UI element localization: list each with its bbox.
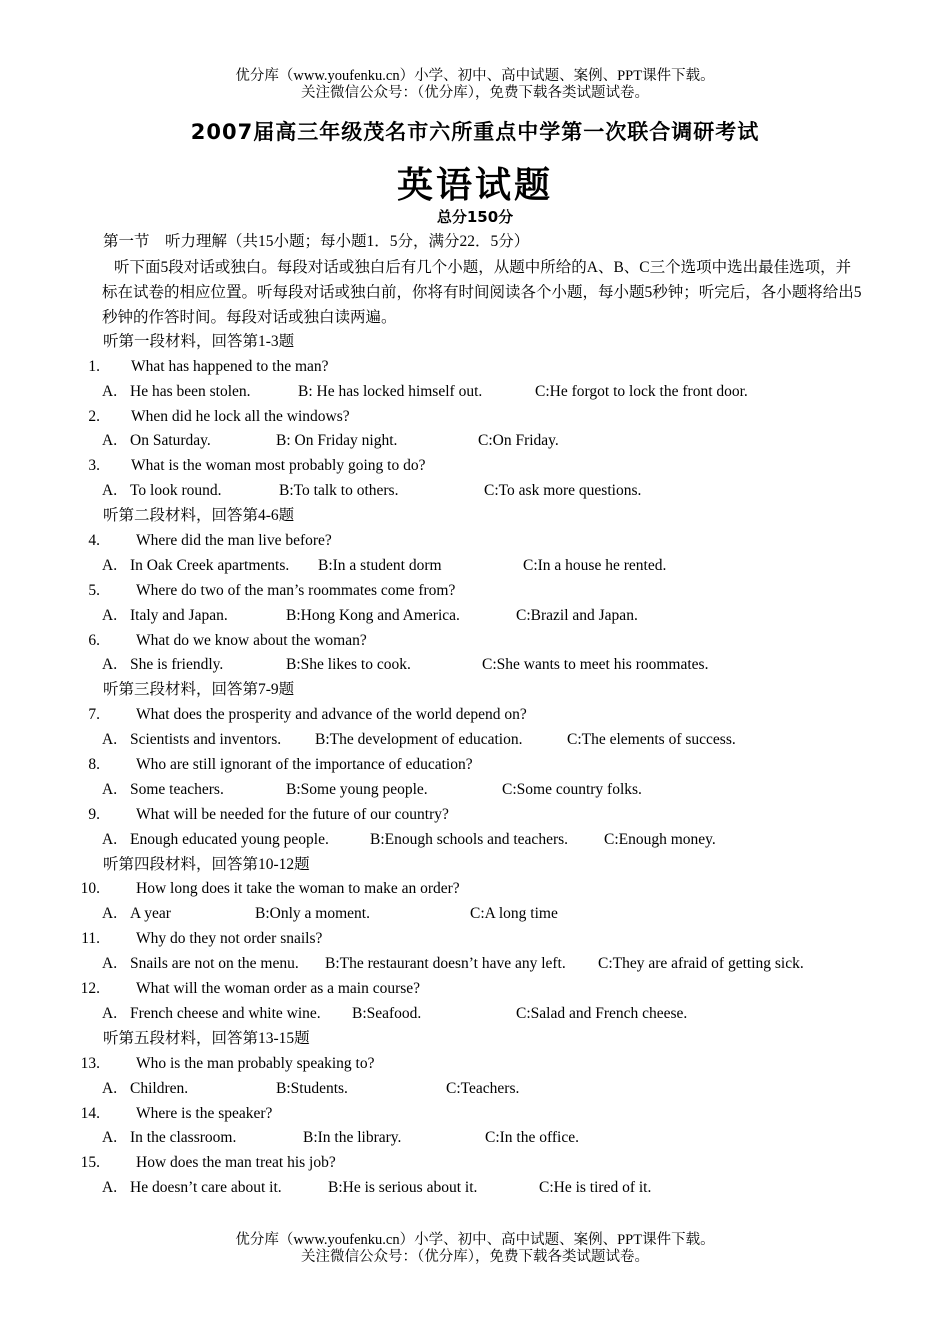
options-line	[0, 653, 950, 678]
question-number: 9.	[88, 805, 100, 823]
answer-option: C:In a house he rented.	[523, 556, 667, 574]
question-number: 5.	[88, 581, 100, 599]
options-line	[0, 1077, 950, 1102]
answer-option: B:To talk to others.	[279, 482, 399, 500]
question-text: Where did the man live before?	[136, 532, 332, 550]
answer-option: B: On Friday night.	[276, 432, 398, 450]
question-line	[0, 1052, 950, 1077]
question-number: 7.	[88, 706, 100, 724]
question-text: How long does it take the woman to make an order?	[136, 880, 460, 898]
options-line	[0, 380, 950, 405]
question-number: 13.	[80, 1054, 100, 1072]
part-label: 听第二段材料，回答第4-6题	[103, 507, 295, 525]
footer-line-1: 优分库（www.youfenku.cn）小学、初中、高中试题、案例、PPT课件下载。	[235, 1232, 715, 1248]
question-line	[0, 1102, 950, 1127]
answer-option: B:In the library.	[303, 1129, 402, 1147]
question-text: Who is the man probably speaking to?	[136, 1054, 375, 1072]
exam-title: 2007届高三年级茂名市六所重点中学第一次联合调研考试	[190, 120, 760, 144]
options-line	[0, 1002, 950, 1027]
options-line	[0, 728, 950, 753]
answer-option: C:Enough money.	[604, 830, 716, 848]
answer-option: B:Seafood.	[352, 1004, 422, 1022]
section-instructions: 听下面5段对话或独白。每段对话或独白后有几个小题，从题中所给的A、B、C三个选项中选出最佳选项，并标在试卷的相应位置。听每段对话或独白前，你将有时间阅读各个小题，每小题5秒钟；听完后，各小题将给出5秒钟的作答时间。每段对话或独白读两遍。	[102, 258, 862, 326]
question-number: 15.	[80, 1154, 100, 1172]
answer-option: B:Some young people.	[286, 780, 428, 798]
part-label: 听第三段材料，回答第7-9题	[103, 681, 295, 699]
question-text: When did he lock all the windows?	[131, 407, 350, 425]
answer-option: C:Brazil and Japan.	[516, 606, 638, 624]
answer-option: To look round.	[130, 482, 222, 500]
answer-option: C:Salad and French cheese.	[516, 1004, 688, 1022]
question-number: 2.	[88, 407, 100, 425]
answer-option: Enough educated young people.	[130, 830, 329, 848]
question-line	[0, 927, 950, 952]
question-text: What do we know about the woman?	[136, 631, 367, 649]
total-score: 总分150分	[436, 208, 514, 226]
option-marker: A.	[102, 656, 118, 674]
option-marker: A.	[102, 382, 118, 400]
options-line	[0, 1126, 950, 1151]
answer-option: C:On Friday.	[478, 432, 559, 450]
answer-option: Children.	[130, 1079, 189, 1097]
question-line	[0, 579, 950, 604]
question-number: 4.	[88, 532, 100, 550]
answer-option: Italy and Japan.	[130, 606, 228, 624]
question-line	[0, 803, 950, 828]
question-number: 6.	[88, 631, 100, 649]
question-line	[0, 405, 950, 430]
answer-option: B: He has locked himself out.	[298, 382, 483, 400]
option-marker: A.	[102, 1179, 118, 1197]
question-line	[0, 877, 950, 902]
answer-option: C:Teachers.	[446, 1079, 520, 1097]
footer-line-2: 关注微信公众号：（优分库），免费下载各类试题试卷。	[301, 1249, 649, 1265]
answer-option: On Saturday.	[130, 432, 211, 450]
question-text: What does the prosperity and advance of the world depend on?	[136, 706, 527, 724]
answer-option: She is friendly.	[130, 656, 224, 674]
section-heading: 第一节 听力理解（共15小题；每小题1．5分，满分22．5分）	[103, 233, 530, 250]
option-marker: A.	[102, 432, 118, 450]
answer-option: B:She likes to cook.	[286, 656, 411, 674]
option-marker: A.	[102, 731, 118, 749]
answer-option: C:He is tired of it.	[539, 1179, 652, 1197]
question-number: 3.	[88, 457, 100, 475]
answer-option: B:In a student dorm	[318, 556, 442, 574]
option-marker: A.	[102, 780, 118, 798]
page-footer	[0, 1232, 950, 1266]
question-number: 1.	[88, 357, 100, 375]
answer-option: In Oak Creek apartments.	[130, 556, 290, 574]
part-label: 听第一段材料，回答第1-3题	[103, 332, 295, 350]
options-line	[0, 828, 950, 853]
question-line	[0, 753, 950, 778]
answer-option: B:Only a moment.	[255, 905, 370, 923]
answer-option: French cheese and white wine.	[130, 1004, 321, 1022]
answer-option: C:She wants to meet his roommates.	[482, 656, 709, 674]
answer-option: B:Hong Kong and America.	[286, 606, 460, 624]
option-marker: A.	[102, 482, 118, 500]
option-marker: A.	[102, 955, 118, 973]
answer-option: He has been stolen.	[130, 382, 251, 400]
question-text: Who are still ignorant of the importance of education?	[136, 756, 473, 774]
answer-option: B:The restaurant doesn’t have any left.	[325, 955, 566, 973]
question-text: What has happened to the man?	[131, 357, 329, 375]
question-line	[0, 454, 950, 479]
answer-option: A year	[130, 905, 171, 923]
option-marker: A.	[102, 606, 118, 624]
question-line	[0, 529, 950, 554]
question-line	[0, 703, 950, 728]
question-line	[0, 355, 950, 380]
options-line	[0, 479, 950, 504]
answer-option: Scientists and inventors.	[130, 731, 282, 749]
subject-title: 英语试题	[396, 165, 553, 206]
options-line	[0, 778, 950, 803]
question-text: What will be needed for the future of our country?	[136, 805, 449, 823]
question-number: 8.	[88, 756, 100, 774]
options-line	[0, 902, 950, 927]
answer-option: He doesn’t care about it.	[130, 1179, 282, 1197]
question-text: How does the man treat his job?	[136, 1154, 336, 1172]
question-text: Where do two of the man’s roommates come from?	[136, 581, 456, 599]
answer-option: In the classroom.	[130, 1129, 237, 1147]
options-line	[0, 554, 950, 579]
answer-option: C:He forgot to lock the front door.	[535, 382, 748, 400]
question-text: What is the woman most probably going to do?	[131, 457, 426, 475]
options-line	[0, 952, 950, 977]
answer-option: C:They are afraid of getting sick.	[598, 955, 804, 973]
question-line	[0, 977, 950, 1002]
answer-option: B:The development of education.	[315, 731, 523, 749]
option-marker: A.	[102, 1004, 118, 1022]
option-marker: A.	[102, 1079, 118, 1097]
options-line	[0, 604, 950, 629]
part-label: 听第五段材料，回答第13-15题	[103, 1029, 310, 1047]
answer-option: C:Some country folks.	[502, 780, 642, 798]
answer-option: B:He is serious about it.	[328, 1179, 478, 1197]
option-marker: A.	[102, 830, 118, 848]
answer-option: C:To ask more questions.	[484, 482, 642, 500]
question-line	[0, 1151, 950, 1176]
options-line	[0, 1176, 950, 1201]
options-line	[0, 429, 950, 454]
question-text: Why do they not order snails?	[136, 930, 323, 948]
answer-option: B:Enough schools and teachers.	[370, 830, 569, 848]
answer-option: C:In the office.	[485, 1129, 579, 1147]
option-marker: A.	[102, 1129, 118, 1147]
question-line	[0, 629, 950, 654]
listening-parts	[0, 330, 950, 1201]
question-number: 12.	[80, 980, 100, 998]
answer-option: C:The elements of success.	[567, 731, 736, 749]
option-marker: A.	[102, 556, 118, 574]
exam-content	[0, 230, 950, 1201]
question-number: 11.	[81, 930, 100, 948]
answer-option: Some teachers.	[130, 780, 224, 798]
question-number: 10.	[80, 880, 100, 898]
header-line-1: 优分库（www.youfenku.cn）小学、初中、高中试题、案例、PPT课件下载。	[235, 68, 715, 84]
question-text: Where is the speaker?	[136, 1104, 273, 1122]
header-line-2: 关注微信公众号：（优分库），免费下载各类试题试卷。	[301, 85, 649, 101]
answer-option: Snails are not on the menu.	[130, 955, 299, 973]
part-label: 听第四段材料，回答第10-12题	[103, 855, 310, 873]
question-text: What will the woman order as a main course?	[136, 980, 421, 998]
page-header	[0, 68, 950, 102]
answer-option: B:Students.	[276, 1079, 348, 1097]
option-marker: A.	[102, 905, 118, 923]
answer-option: C:A long time	[470, 905, 558, 923]
question-number: 14.	[80, 1104, 100, 1122]
